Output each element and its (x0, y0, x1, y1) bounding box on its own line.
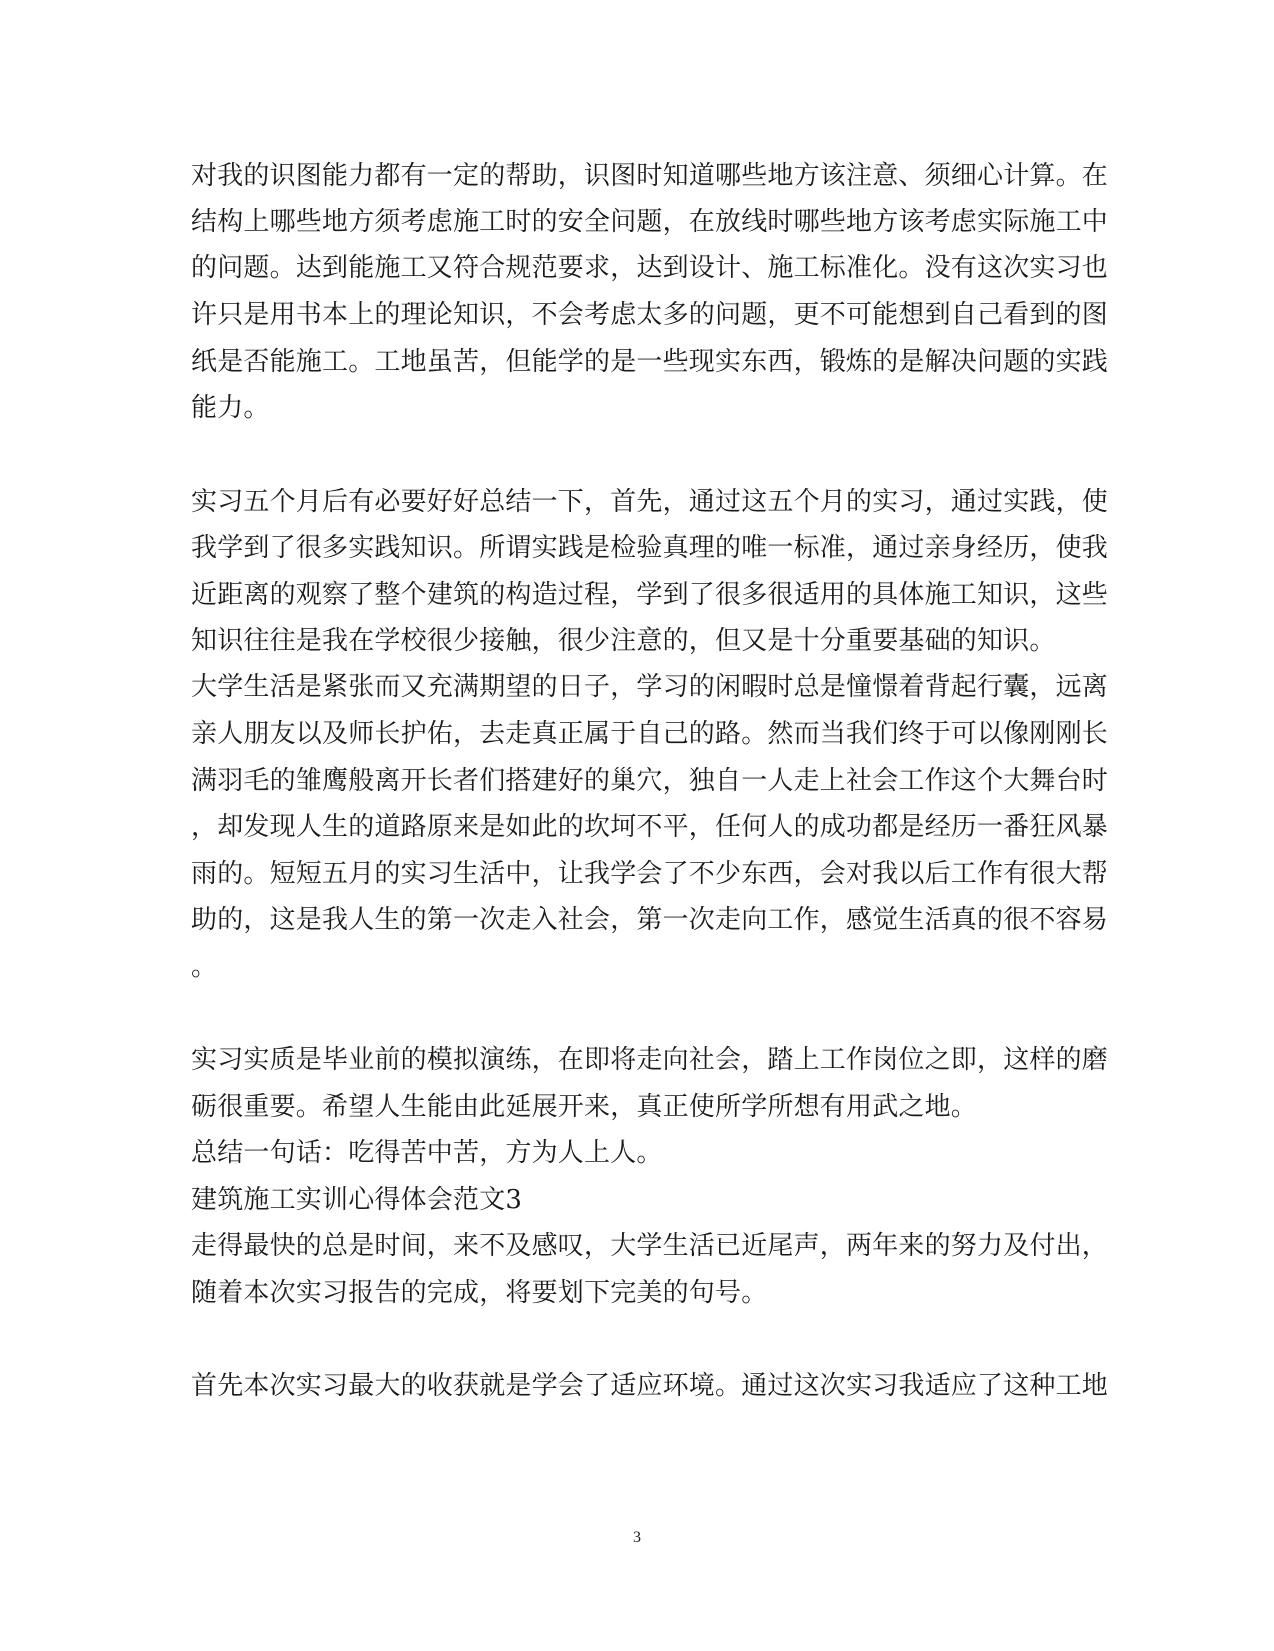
text-line: 亲人朋友以及师长护佑，去走真正属于自己的路。然而当我们终于可以像刚刚长 (191, 719, 1109, 749)
text-line: 满羽毛的雏鹰般离开长者们搭建好的巢穴，独自一人走上社会工作这个大舞台时 (191, 766, 1109, 796)
text-line: 助的，这是我人生的第一次走入社会，第一次走向工作，感觉生活真的很不容易 (191, 905, 1109, 935)
text-line: 实习五个月后有必要好好总结一下，首先，通过这五个月的实习，通过实践，使 (191, 487, 1109, 517)
text-line: 知识往往是我在学校很少接触，很少注意的，但又是十分重要基础的知识。 (191, 626, 1056, 656)
text-line: 砺很重要。希望人生能由此延展开来，真正使所学所想有用武之地。 (191, 1092, 978, 1122)
text-line: 走得最快的总是时间，来不及感叹，大学生活已近尾声，两年来的努力及付出， (191, 1231, 1109, 1261)
page-number: 3 (633, 1529, 641, 1546)
section-heading: 建筑施工实训心得体会范文3 (191, 1185, 523, 1215)
text-line: 对我的识图能力都有一定的帮助，识图时知道哪些地方该注意、须细心计算。在 (191, 161, 1109, 191)
text-line: 实习实质是毕业前的模拟演练，在即将走向社会，踏上工作岗位之即，这样的磨 (191, 1045, 1109, 1075)
text-line: 结构上哪些地方须考虑施工时的安全问题，在放线时哪些地方该考虑实际施工中 (191, 207, 1109, 237)
text-line: 近距离的观察了整个建筑的构造过程，学到了很多很适用的具体施工知识，这些 (191, 580, 1109, 610)
text-line: 纸是否能施工。工地虽苦，但能学的是一些现实东西，锻炼的是解决问题的实践 (191, 347, 1109, 377)
text-line: 随着本次实习报告的完成，将要划下完美的句号。 (191, 1278, 768, 1308)
text-line: 的问题。达到能施工又符合规范要求，达到设计、施工标准化。没有这次实习也 (191, 253, 1109, 283)
text-line: 许只是用书本上的理论知识，不会考虑太多的问题，更不可能想到自己看到的图 (191, 300, 1109, 330)
text-line: ，却发现人生的道路原来是如此的坎坷不平，任何人的成功都是经历一番狂风暴 (191, 812, 1109, 842)
text-line: 能力。 (191, 393, 270, 423)
text-line: 。 (191, 952, 218, 982)
text-line: 大学生活是紧张而又充满期望的日子，学习的闲暇时总是憧憬着背起行囊，远离 (191, 672, 1109, 702)
text-line: 雨的。短短五月的实习生活中，让我学会了不少东西，会对我以后工作有很大帮 (191, 859, 1109, 889)
text-line: 我学到了很多实践知识。所谓实践是检验真理的唯一标准，通过亲身经历，使我 (191, 533, 1109, 563)
text-line: 首先本次实习最大的收获就是学会了适应环境。通过这次实习我适应了这种工地 (191, 1371, 1109, 1401)
text-line: 总结一句话：吃得苦中苦，方为人上人。 (191, 1138, 663, 1168)
